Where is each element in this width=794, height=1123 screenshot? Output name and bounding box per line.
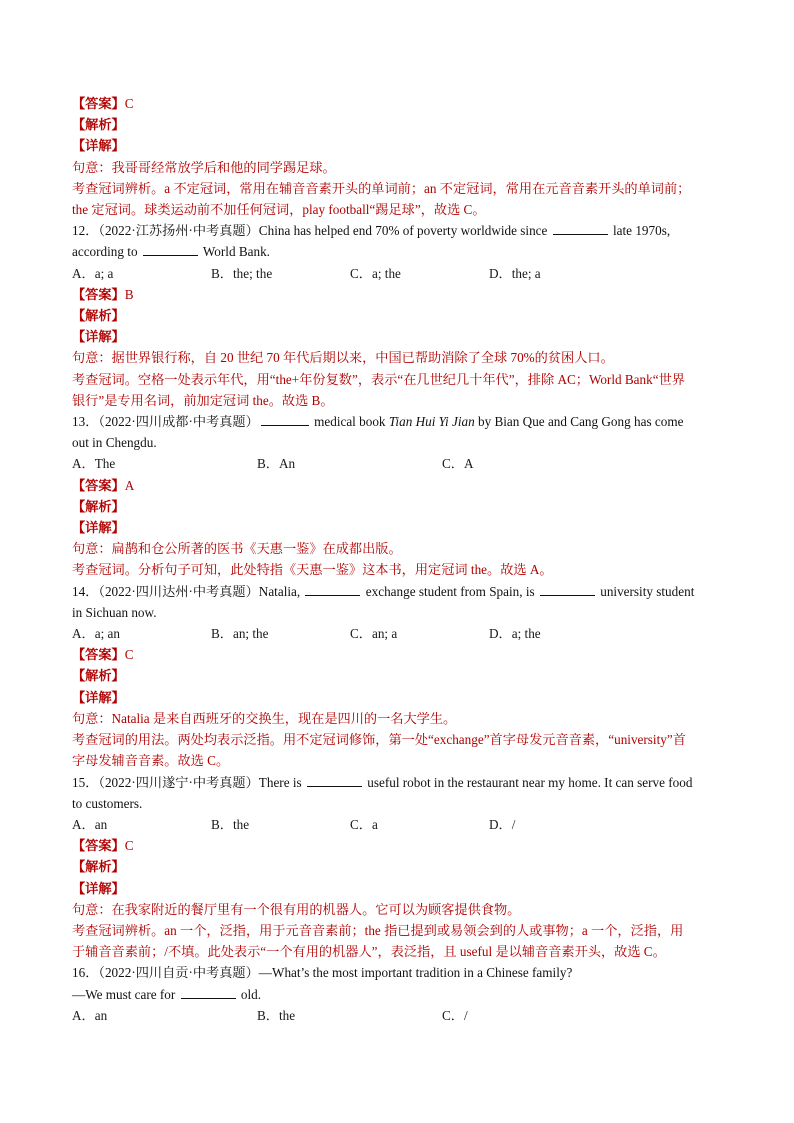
answer-label: 【答案】 [72, 477, 125, 493]
stem-text: by Bian Que and Cang Gong has come [477, 414, 684, 430]
detail-label: 【详解】 [72, 329, 125, 345]
meaning-text: 句意：我哥哥经常放学后和他的同学踢足球。 [72, 159, 336, 175]
answer-value: A [124, 477, 135, 493]
analysis-label: 【解析】 [72, 308, 125, 324]
meaning-text: 句意：在我家附近的餐厅里有一个很有用的机器人。它可以为顾客提供食物。 [72, 901, 521, 917]
stem-text: exchange student from Spain, is [365, 583, 535, 599]
option: C．A [442, 456, 474, 472]
answer-blank [307, 774, 362, 787]
detail-label: 【详解】 [72, 520, 125, 536]
question-stem [72, 772, 724, 793]
option: B．the; the [211, 265, 273, 281]
option: A．a; an [72, 626, 120, 642]
answer-blank [143, 243, 198, 256]
stem-text: 14．（2022·四川达州·中考真题）Natalia, [72, 583, 301, 599]
analysis-label: 【解析】 [72, 498, 125, 514]
option: C．a; the [350, 265, 401, 281]
answer-row [72, 284, 724, 305]
analysis-label: 【解析】 [72, 859, 125, 875]
answer-value: C [124, 96, 134, 111]
stem-text: 12．（2022·江苏扬州·中考真题）China has helped end 70% of poverty worldwide since [72, 223, 548, 239]
stem-text: —We must care for [72, 986, 176, 1002]
analysis-label: 【解析】 [72, 668, 125, 684]
options-row [72, 263, 724, 284]
stem-text: university student [600, 583, 695, 599]
stem-text: late 1970s, [613, 223, 671, 239]
answer-blank [553, 222, 608, 235]
answer-value: C [124, 838, 134, 854]
analysis-label: 【解析】 [72, 117, 125, 133]
answer-blank [305, 583, 360, 596]
stem-text: medical book [314, 414, 386, 430]
answer-label: 【答案】 [72, 647, 125, 663]
question-stem [72, 581, 724, 602]
explanation-text: 考查冠词。分析句子可知，此处特指《天惠一鉴》这本书，用定冠词 the。故选 A。 [72, 562, 553, 578]
worksheet-page [72, 93, 724, 1026]
answer-blank [181, 986, 236, 999]
option: D．the; a [489, 265, 541, 281]
option: C．/ [442, 1007, 468, 1023]
answer-label: 【答案】 [72, 286, 125, 302]
answer-value: C [124, 647, 134, 663]
answer-row [72, 93, 724, 114]
option: A．The [72, 456, 116, 472]
options-row [72, 814, 724, 835]
question-stem: 16．（2022·四川自贡·中考真题）—What’s the most important tradition in a Chinese family? [72, 965, 573, 981]
explanation-text: 字母发辅音音素。故选 C。 [72, 753, 230, 769]
explanation-text: 考查冠词辨析。an 一个，泛指，用于元音音素前；the 指已提到或易领会到的人或事物；a 一个，泛指，用 [72, 922, 684, 938]
question-stem: out in Chengdu. [72, 435, 157, 451]
meaning-text: 句意：扁鹊和仓公所著的医书《天惠一鉴》在成都出版。 [72, 541, 402, 557]
stem-text: old. [240, 986, 262, 1002]
option: A．a; a [72, 265, 114, 281]
option: B．An [257, 456, 296, 472]
answer-row [72, 835, 724, 856]
question-stem [72, 984, 724, 1005]
stem-text: World Bank. [202, 244, 270, 260]
question-stem [72, 220, 724, 241]
explanation-text: 考查冠词的用法。两处均表示泛指。用不定冠词修饰，第一处“exchange”首字母发元音音素，“university”首 [72, 732, 686, 748]
stem-text: 15．（2022·四川遂宁·中考真题）There is [72, 774, 302, 790]
options-row [72, 1005, 724, 1026]
option: A．an [72, 1007, 108, 1023]
stem-text: 13．（2022·四川成都·中考真题） [72, 414, 259, 430]
question-stem: in Sichuan now. [72, 604, 157, 620]
explanation-text: the 定冠词。球类运动前不加任何冠词，play football“踢足球”，故选 C。 [72, 202, 486, 218]
option: C．an; a [350, 626, 398, 642]
question-stem [72, 241, 724, 262]
book-title: Tian Hui Yi Jian [388, 414, 475, 430]
options-row [72, 623, 724, 644]
answer-blank [540, 583, 595, 596]
stem-text: useful robot in the restaurant near my home. It can serve food [367, 774, 693, 790]
question-stem: to customers. [72, 795, 143, 811]
explanation-text: 于辅音音素前；/不填。此处表示“一个有用的机器人”，表泛指，且 useful 是以辅音音素开头，故选 C。 [72, 944, 666, 960]
option: C．a [350, 816, 378, 832]
answer-value: B [124, 286, 134, 302]
option: B．an; the [211, 626, 269, 642]
explanation-text: 银行”是专用名词，前加定冠词 the。故选 B。 [72, 392, 334, 408]
answer-blank [261, 413, 309, 426]
option: D．/ [489, 816, 516, 832]
explanation-text: 考查冠词。空格一处表示年代，用“the+年份复数”，表示“在几世纪几十年代”，排除 AC；World Bank“世界 [72, 371, 685, 387]
meaning-text: 句意：Natalia 是来自西班牙的交换生，现在是四川的一名大学生。 [72, 710, 457, 726]
answer-label: 【答案】 [72, 838, 125, 854]
answer-label: 【答案】 [72, 96, 125, 111]
meaning-text: 句意：据世界银行称，自 20 世纪 70 年代后期以来，中国已帮助消除了全球 70%的贫困人口。 [72, 350, 614, 366]
option: D．a; the [489, 626, 541, 642]
detail-label: 【详解】 [72, 880, 125, 896]
detail-label: 【详解】 [72, 138, 125, 154]
detail-label: 【详解】 [72, 689, 125, 705]
question-stem [72, 411, 724, 432]
answer-row [72, 475, 724, 496]
explanation-text: 考查冠词辨析。a 不定冠词，常用在辅音音素开头的单词前；an 不定冠词，常用在元音音素开头的单词前； [72, 180, 691, 196]
stem-text: according to [72, 244, 138, 260]
options-row [72, 453, 724, 474]
option: B．the [211, 816, 250, 832]
option: B．the [257, 1007, 296, 1023]
answer-row [72, 644, 724, 665]
option: A．an [72, 816, 108, 832]
